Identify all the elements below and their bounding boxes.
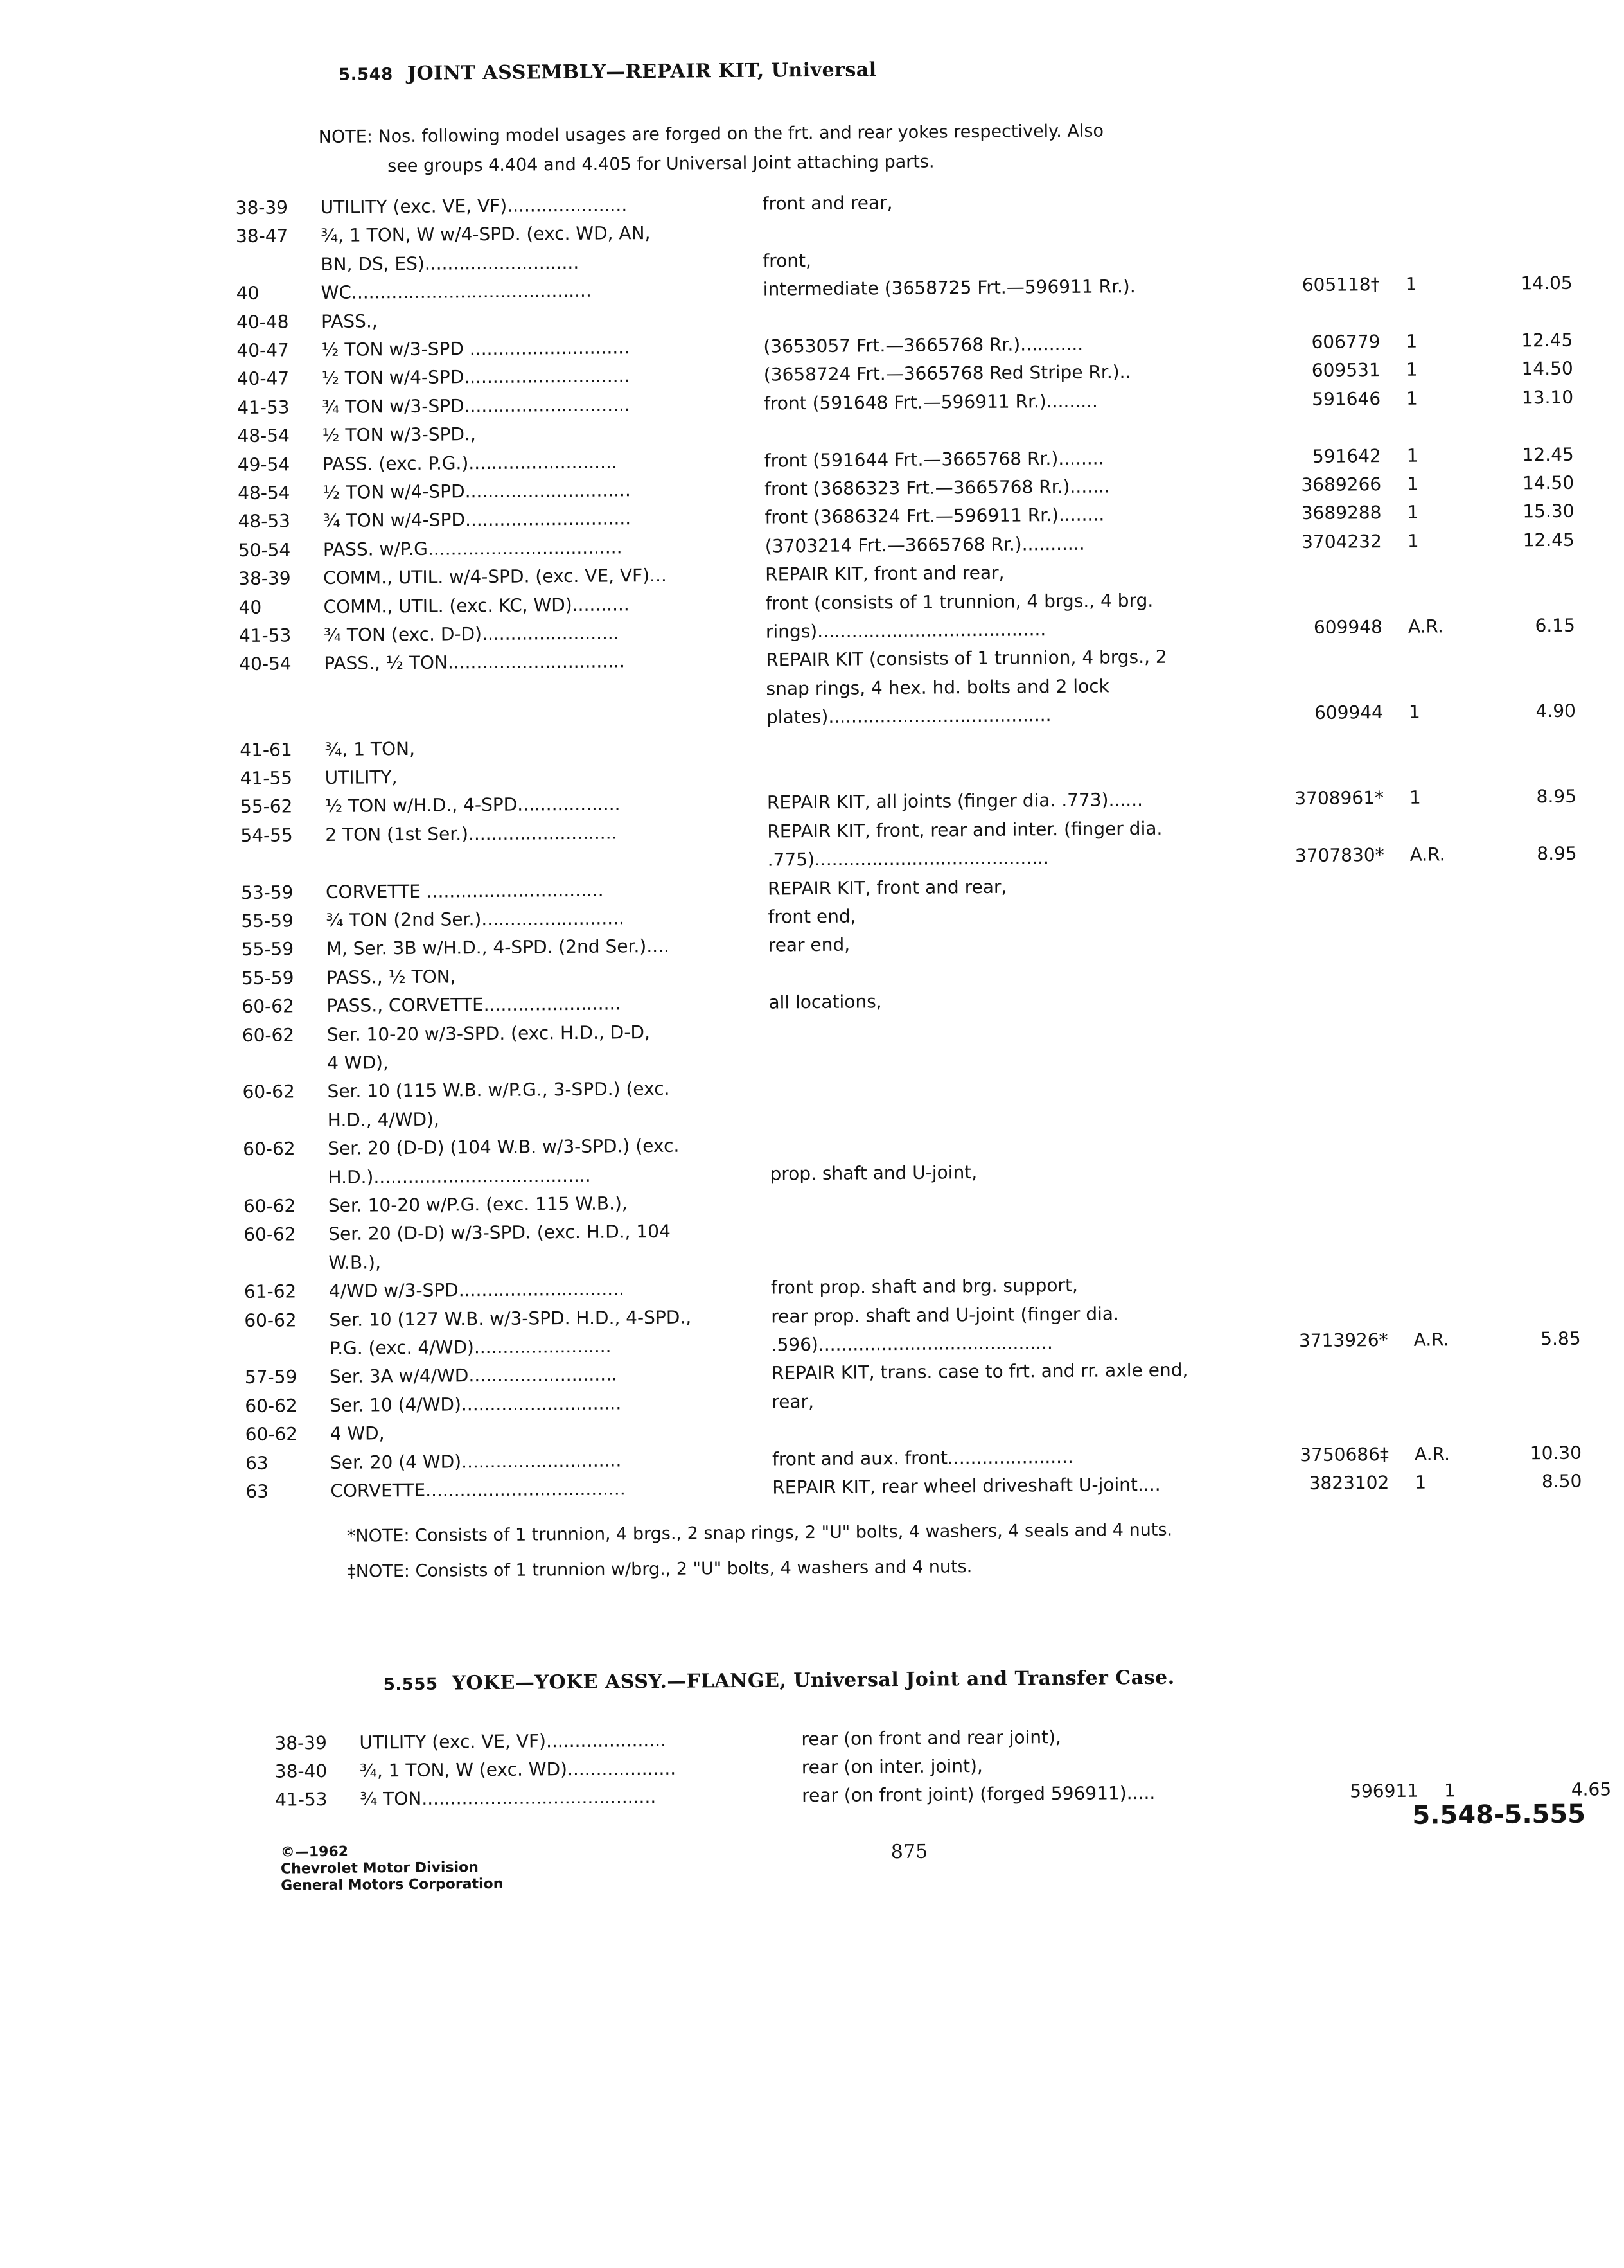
quantity: 1 — [1443, 1780, 1456, 1802]
part-description: rear end, — [768, 934, 851, 956]
part-description: REPAIR KIT, all joints (finger dia. .773)...... — [766, 789, 1143, 813]
list-price — [1495, 215, 1572, 216]
model-year: 40-54 — [239, 653, 292, 675]
model-usage: ¾ TON (2nd Ser.)......................... — [326, 907, 624, 931]
quantity: 1 — [1409, 786, 1421, 809]
model-year: 50-54 — [238, 539, 291, 561]
list-price — [1495, 187, 1572, 188]
model-year: 38-47 — [235, 225, 288, 247]
model-year: 40-47 — [236, 368, 290, 390]
model-usage: 4 WD, — [330, 1422, 385, 1445]
quantity — [1411, 1043, 1469, 1044]
part-number: 606779 — [1311, 331, 1381, 353]
section-note-line-2: see groups 4.404 and 4.405 for Universal Joint attaching parts. — [387, 152, 935, 177]
part-number: 3689288 — [1301, 502, 1382, 524]
part-description: rear, — [772, 1390, 815, 1413]
model-year: 60-62 — [242, 995, 294, 1018]
part-number: 3750686‡ — [1300, 1443, 1390, 1466]
part-number: 591642 — [1312, 445, 1381, 467]
list-price — [1504, 1356, 1581, 1357]
model-usage: Ser. 10-20 w/P.G. (exc. 115 W.B.), — [328, 1192, 628, 1216]
model-usage: H.D., 4/WD), — [327, 1108, 440, 1131]
model-year: 55-59 — [241, 967, 294, 989]
model-usage: Ser. 3A w/4/WD.......................... — [329, 1363, 617, 1388]
list-price — [1501, 928, 1578, 929]
list-price: 4.65 — [1571, 1778, 1612, 1800]
part-description: rear prop. shaft and U-joint (finger dia. — [771, 1302, 1120, 1327]
model-usage: 4/WD w/3-SPD............................. — [328, 1278, 625, 1302]
list-price — [1500, 871, 1577, 872]
list-price — [1534, 1750, 1611, 1751]
list-price — [1502, 1099, 1579, 1100]
model-usage: ¾, 1 TON, W w/4-SPD. (exc. WD, AN, — [320, 222, 651, 247]
part-number: 3707830* — [1294, 844, 1384, 867]
list-price — [1502, 1128, 1579, 1129]
quantity: 1 — [1405, 273, 1417, 295]
part-description: REPAIR KIT, front and rear, — [767, 876, 1007, 899]
section-number: 5.555 — [383, 1674, 438, 1695]
part-description: front (3686323 Frt.—3665768 Rr.)....... — [764, 475, 1110, 500]
list-price — [1501, 1071, 1578, 1072]
part-description: rings)........................................ — [765, 619, 1046, 642]
part-description: plates)....................................... — [766, 704, 1052, 728]
part-description: rear (on inter. joint), — [801, 1755, 984, 1778]
part-number: 609531 — [1311, 359, 1381, 382]
quantity: 1 — [1406, 445, 1418, 466]
model-usage: PASS., ½ TON............................... — [324, 650, 625, 675]
part-description: front and rear, — [762, 192, 893, 215]
part-description: rear (on front joint) (forged 596911)..... — [801, 1782, 1156, 1807]
model-usage: ¾, 1 TON, — [324, 738, 416, 760]
footnote-double-dagger: ‡NOTE: Consists of 1 trunnion w/brg., 2 "U" bolts, 4 washers and 4 nuts. — [347, 1557, 973, 1582]
model-year — [243, 1252, 327, 1253]
parts-table-5-548 — [236, 187, 1595, 1514]
list-price — [1503, 1185, 1580, 1186]
quantity: A.R. — [1413, 1329, 1449, 1351]
model-usage: UTILITY (exc. VE, VF)..................... — [320, 194, 628, 218]
model-year — [242, 1052, 326, 1053]
part-description: REPAIR KIT, rear wheel driveshaft U-joint.... — [772, 1473, 1161, 1498]
model-year: 61-62 — [243, 1280, 297, 1303]
model-year: 38-40 — [274, 1760, 328, 1782]
quantity: A.R. — [1414, 1442, 1451, 1465]
list-price: 8.95 — [1536, 786, 1577, 808]
model-usage: ¾ TON w/4-SPD............................. — [322, 508, 631, 532]
model-year: 53-59 — [240, 881, 294, 903]
model-usage: ½ TON w/3-SPD., — [322, 423, 476, 447]
quantity — [1412, 1129, 1470, 1130]
model-year: 40 — [238, 596, 262, 618]
model-year: 48-54 — [238, 482, 290, 504]
part-description: all locations, — [768, 991, 882, 1013]
footer-credits — [281, 1843, 504, 1895]
model-usage: H.D.)...................................... — [328, 1164, 591, 1188]
list-price — [1502, 1156, 1579, 1157]
part-number: 605118† — [1302, 274, 1380, 296]
list-price: 14.05 — [1521, 272, 1573, 294]
part-description: front prop. shaft and brg. support, — [770, 1274, 1078, 1298]
model-year: 54-55 — [240, 824, 293, 846]
list-price — [1495, 244, 1572, 245]
model-usage: ¾, 1 TON, W (exc. WD)................... — [359, 1757, 676, 1782]
quantity: 1 — [1406, 473, 1419, 495]
part-description: intermediate (3658725 Frt.—596911 Rr.). — [763, 276, 1136, 300]
list-price: 14.50 — [1522, 472, 1575, 494]
model-usage: Ser. 10 (4/WD)............................ — [330, 1392, 622, 1416]
copyright: ©—1962 — [280, 1843, 349, 1861]
list-price — [1503, 1299, 1580, 1300]
model-usage: Ser. 10-20 w/3-SPD. (exc. H.D., D-D, — [326, 1021, 650, 1045]
list-price: 4.90 — [1535, 700, 1576, 722]
part-number: 3713926* — [1298, 1329, 1388, 1352]
model-usage: Ser. 10 (115 W.B. w/P.G., 3-SPD.) (exc. — [327, 1078, 670, 1103]
part-description: REPAIR KIT, front, rear and inter. (finger dia. — [767, 817, 1163, 842]
model-year: 60-62 — [243, 1138, 296, 1160]
quantity — [1411, 986, 1469, 987]
part-description: (3658724 Frt.—3665768 Red Stripe Rr.).. — [763, 361, 1131, 385]
quantity — [1413, 1300, 1471, 1301]
part-description: REPAIR KIT (consists of 1 trunnion, 4 brgs., 2 — [766, 646, 1167, 671]
model-year: 40 — [236, 282, 260, 305]
model-usage: ½ TON w/3-SPD ............................ — [321, 337, 630, 361]
quantity: 1 — [1407, 530, 1419, 552]
part-description: REPAIR KIT, front and rear, — [765, 562, 1005, 585]
part-description: front (consists of 1 trunnion, 4 brgs., 4 brg. — [765, 589, 1154, 614]
model-year: 60-62 — [243, 1195, 296, 1218]
model-year: 40-47 — [236, 339, 289, 362]
model-year: 41-53 — [275, 1789, 328, 1811]
model-usage: ¾ TON w/3-SPD............................. — [321, 394, 630, 418]
model-usage: UTILITY (exc. VE, VF)..................... — [359, 1729, 667, 1753]
quantity — [1411, 1015, 1469, 1016]
quantity — [1406, 302, 1463, 303]
model-usage: PASS., ½ TON, — [326, 966, 456, 988]
list-price — [1533, 1722, 1611, 1723]
model-usage: Ser. 20 (D-D) (104 W.B. w/3-SPD.) (exc. — [328, 1135, 680, 1160]
section-number: 5.548 — [338, 65, 393, 85]
model-usage: 4 WD), — [327, 1052, 389, 1074]
model-year: 48-54 — [237, 425, 290, 447]
part-number — [1289, 1724, 1418, 1725]
list-price: 10.30 — [1530, 1442, 1582, 1464]
section-note-line-1: NOTE: Nos. following model usages are forged on the frt. and rear yokes respectively. Also — [318, 121, 1104, 148]
part-description: snap rings, 4 hex. hd. bolts and 2 lock — [766, 675, 1109, 700]
model-usage: CORVETTE................................... — [330, 1478, 626, 1502]
model-year: 40-48 — [236, 310, 289, 333]
quantity — [1444, 1751, 1502, 1752]
model-usage: CORVETTE ............................... — [325, 879, 604, 903]
part-description: front end, — [768, 905, 856, 928]
list-price: 5.85 — [1540, 1327, 1581, 1350]
model-usage: ½ TON w/4-SPD............................. — [321, 365, 630, 389]
list-price — [1500, 900, 1577, 901]
list-price — [1498, 643, 1575, 644]
part-description: front, — [763, 249, 812, 272]
page-number: 875 — [890, 1840, 928, 1864]
model-year: 55-62 — [240, 795, 293, 818]
quantity: 1 — [1406, 387, 1418, 409]
list-price — [1496, 415, 1573, 416]
section-title: YOKE—YOKE ASSY.—FLANGE, Universal Joint and Transfer Case. — [452, 1666, 1175, 1695]
quantity: 1 — [1406, 330, 1418, 352]
quantity — [1409, 730, 1467, 731]
model-year: 41-53 — [237, 396, 290, 418]
quantity — [1411, 929, 1469, 930]
model-usage: WC.......................................... — [321, 279, 592, 304]
section-title: JOINT ASSEMBLY—REPAIR KIT, Universal — [407, 58, 877, 85]
quantity — [1413, 1214, 1470, 1215]
part-description: (3703214 Frt.—3665768 Rr.)........... — [764, 533, 1085, 557]
quantity — [1414, 1357, 1472, 1358]
model-usage: BN, DS, ES)........................... — [321, 251, 579, 275]
part-number: 3708961* — [1294, 787, 1384, 810]
model-year: 60-62 — [242, 1023, 295, 1046]
list-price — [1503, 1242, 1580, 1243]
list-price: 6.15 — [1535, 614, 1575, 637]
model-usage: Ser. 10 (127 W.B. w/3-SPD. H.D., 4-SPD., — [329, 1306, 692, 1331]
model-usage: PASS., CORVETTE........................ — [326, 993, 621, 1017]
footnote-asterisk: *NOTE: Consists of 1 trunnion, 4 brgs., 2 snap rings, 2 "U" bolts, 4 washers, 4 seals and 4 nuts. — [346, 1519, 1173, 1546]
quantity: A.R. — [1409, 844, 1445, 865]
model-year: 41-55 — [240, 767, 293, 790]
part-number: 3689266 — [1301, 474, 1382, 496]
part-description: front (591648 Frt.—596911 Rr.)......... — [763, 390, 1099, 414]
list-price — [1497, 586, 1575, 587]
part-number: 3704232 — [1301, 530, 1382, 553]
quantity — [1411, 958, 1469, 959]
model-usage: ¾ TON (exc. D-D)........................ — [323, 622, 619, 646]
parts-table-5-555 — [274, 1722, 1612, 1835]
model-usage: Ser. 20 (4 WD)............................ — [330, 1449, 622, 1473]
model-year: 63 — [245, 1480, 269, 1502]
model-usage: ¾ TON......................................... — [360, 1785, 657, 1810]
part-description: front and aux. front...................... — [772, 1446, 1073, 1470]
model-usage: P.G. (exc. 4/WD)........................ — [329, 1335, 612, 1359]
model-year: 60-62 — [244, 1309, 297, 1331]
model-usage: PASS., — [321, 310, 378, 332]
part-number: 591646 — [1312, 387, 1381, 410]
quantity — [1413, 1243, 1470, 1244]
quantity — [1413, 1186, 1470, 1187]
model-year: 60-62 — [243, 1223, 296, 1246]
model-year: 63 — [245, 1452, 269, 1474]
model-usage: UTILITY, — [324, 766, 398, 788]
quantity: 1 — [1415, 1471, 1427, 1493]
model-usage: ½ TON w/H.D., 4-SPD.................. — [324, 793, 621, 817]
model-year: 41-53 — [238, 625, 292, 647]
model-year: 38-39 — [238, 567, 291, 590]
quantity — [1409, 758, 1467, 759]
model-year — [240, 710, 323, 711]
quantity — [1443, 1723, 1501, 1724]
part-number: 596911 — [1350, 1780, 1419, 1802]
part-description: front (591644 Frt.—3665768 Rr.)........ — [764, 447, 1104, 472]
model-year: 48-53 — [238, 510, 291, 533]
part-description: .596)......................................... — [771, 1332, 1053, 1356]
quantity: A.R. — [1408, 616, 1443, 637]
model-year: 60-62 — [242, 1081, 296, 1103]
model-usage: PASS. (exc. P.G.).......................... — [322, 450, 617, 475]
model-year: 57-59 — [244, 1366, 297, 1388]
model-year: 55-59 — [241, 910, 294, 932]
part-number: 609948 — [1313, 616, 1382, 638]
model-year: 55-59 — [241, 938, 294, 961]
division-name: Chevrolet Motor Division — [280, 1859, 479, 1877]
quantity — [1408, 558, 1465, 559]
part-number: 609944 — [1314, 702, 1384, 724]
model-usage: ½ TON w/4-SPD............................. — [322, 479, 631, 503]
model-year: 38-39 — [274, 1732, 327, 1754]
model-year: 49-54 — [237, 453, 290, 475]
list-price — [1499, 757, 1576, 758]
part-description: front (3686324 Frt.—596911 Rr.)........ — [764, 504, 1105, 528]
model-year: 41-61 — [240, 738, 292, 761]
list-price — [1504, 1413, 1581, 1414]
part-description: (3653057 Frt.—3665768 Rr.)........... — [763, 333, 1084, 357]
list-price: 8.50 — [1541, 1470, 1582, 1493]
quantity: 1 — [1406, 359, 1418, 381]
list-price: 14.50 — [1521, 358, 1573, 380]
quantity: 1 — [1407, 501, 1419, 524]
list-price: 12.45 — [1521, 329, 1573, 351]
model-year: 60-62 — [245, 1423, 298, 1446]
list-price: 12.45 — [1522, 443, 1574, 465]
list-price: 13.10 — [1521, 386, 1574, 409]
part-description: REPAIR KIT, trans. case to frt. and rr. axle end, — [771, 1359, 1188, 1384]
model-usage: Ser. 20 (D-D) w/3-SPD. (exc. H.D., 104 — [328, 1221, 671, 1245]
part-description: .775)......................................... — [767, 847, 1049, 871]
quantity — [1405, 216, 1463, 217]
section-range: 5.548-5.555 — [1412, 1799, 1586, 1830]
list-price — [1498, 671, 1575, 672]
part-description: prop. shaft and U-joint, — [770, 1161, 978, 1185]
quantity — [1409, 815, 1467, 816]
model-usage: M, Ser. 3B w/H.D., 4-SPD. (2nd Ser.).... — [326, 935, 670, 960]
model-year: 60-62 — [245, 1395, 297, 1417]
corporation-name: General Motors Corporation — [281, 1875, 504, 1894]
list-price — [1499, 814, 1576, 815]
list-price: 12.45 — [1522, 529, 1575, 551]
model-usage: PASS. w/P.G.................................. — [322, 536, 622, 560]
quantity — [1414, 1414, 1472, 1415]
model-usage: COMM., UTIL. (exc. KC, WD).......... — [323, 593, 630, 617]
quantity: 1 — [1408, 701, 1420, 723]
model-usage: W.B.), — [328, 1252, 382, 1273]
section-heading-5-555 — [384, 1667, 1175, 1696]
quantity — [1408, 587, 1465, 588]
part-number: 3823102 — [1309, 1472, 1390, 1494]
model-year: 38-39 — [235, 197, 288, 219]
section-heading-5-548 — [339, 58, 877, 85]
model-usage: COMM., UTIL. w/4-SPD. (exc. VE, VF)... — [323, 564, 667, 589]
part-number — [1251, 188, 1379, 190]
part-description: rear (on front and rear joint), — [801, 1726, 1061, 1750]
list-price: 15.30 — [1522, 501, 1575, 522]
quantity — [1413, 1271, 1471, 1272]
list-price: 8.95 — [1537, 842, 1577, 865]
model-usage: 2 TON (1st Ser.).......................... — [325, 822, 617, 846]
